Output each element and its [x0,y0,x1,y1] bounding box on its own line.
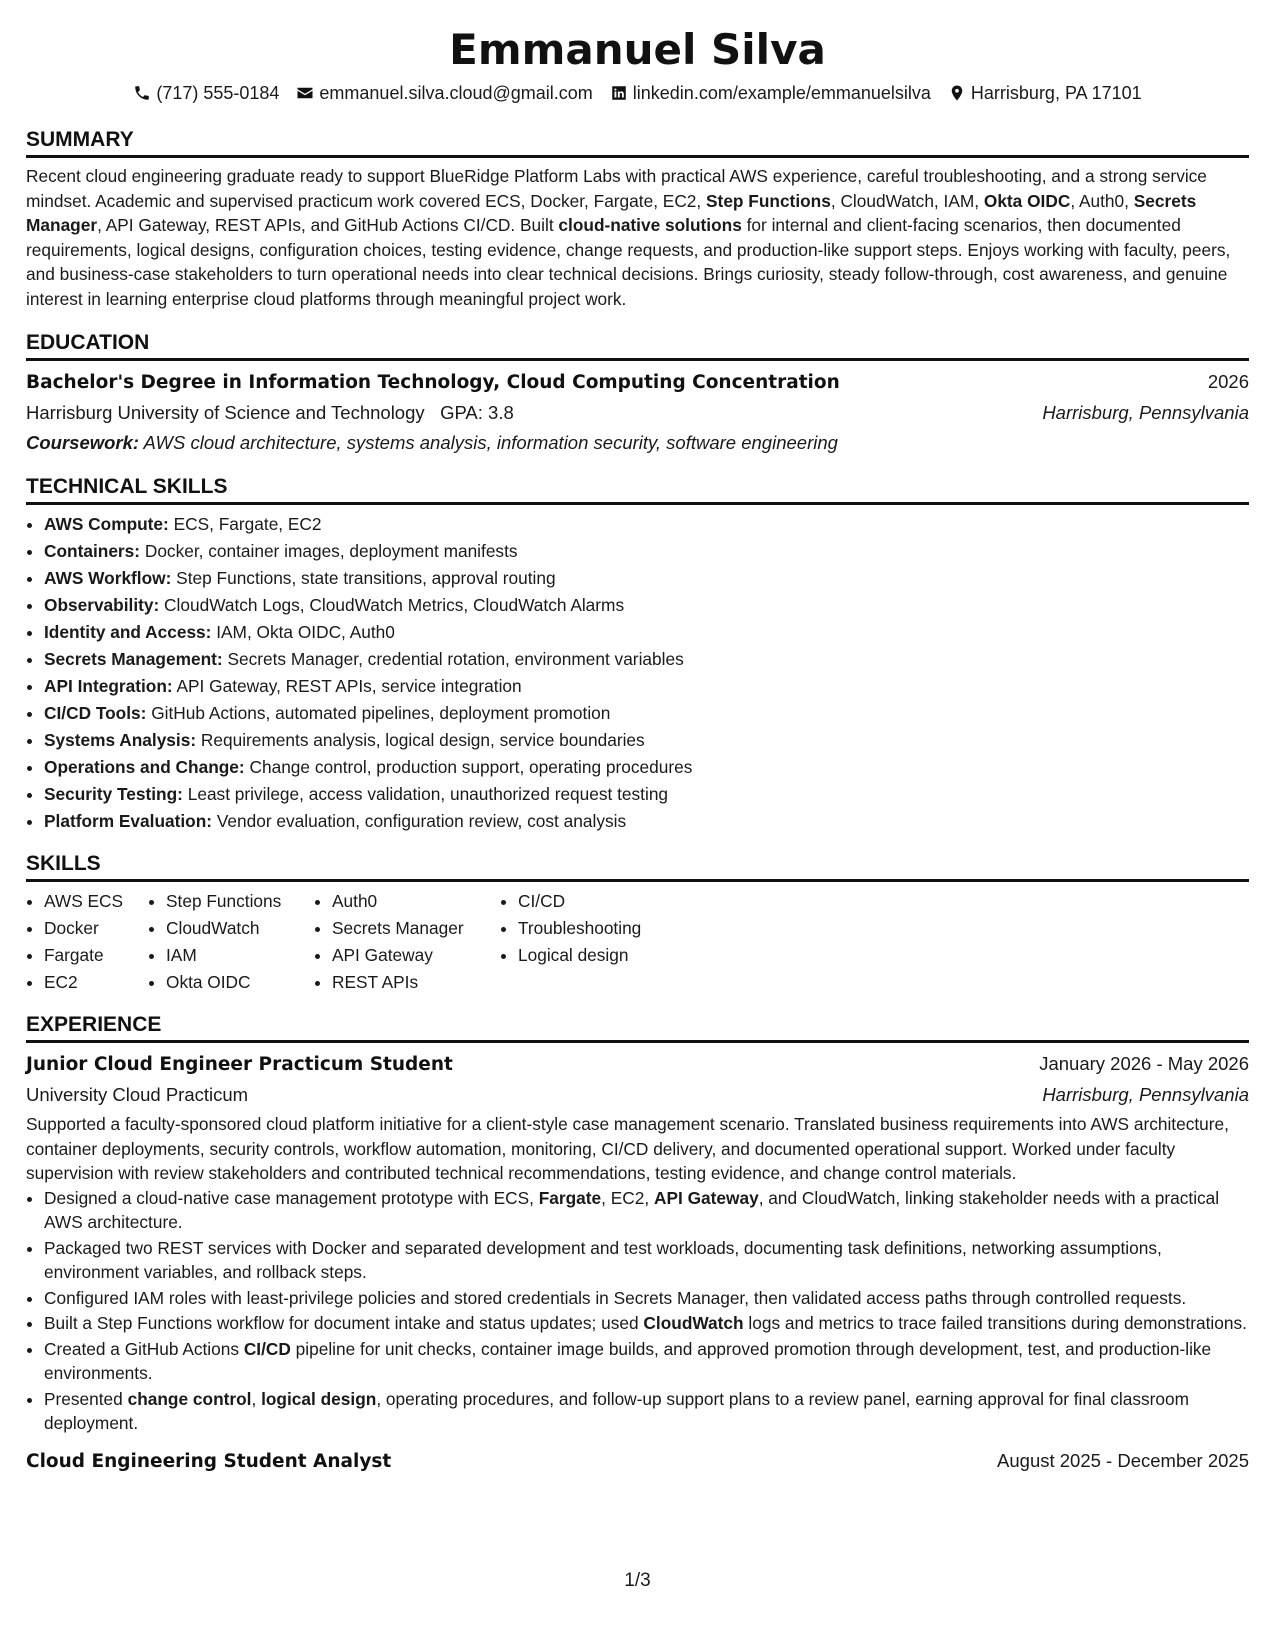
contact-linkedin[interactable] [610,81,931,105]
list-item: • Packaged two REST services with Docker and separated development and test workloads, documenting task definitions, networking assumptions, environment variables, and rollback steps. [44,1236,1249,1285]
envelope-icon [296,84,314,102]
map-pin-icon [948,84,966,102]
skills-column [26,888,148,996]
contact-bar [26,81,1249,105]
location-text: Harrisburg, PA 17101 [970,83,1142,103]
list-item: • CI/CD [518,888,698,915]
graduation-year: 2026 [1207,371,1249,392]
list-item: • EC2 [44,969,148,996]
list-item: • Identity and Access: IAM, Okta OIDC, Auth0 [44,619,1249,646]
list-item: • AWS Workflow: Step Functions, state transitions, approval routing [44,565,1249,592]
technical-skills-list [26,511,1249,835]
job-org: University Cloud Practicum [26,1084,249,1105]
list-item: • Containers: Docker, container images, deployment manifests [44,538,1249,565]
list-item: • Docker [44,915,148,942]
section-title-education: EDUCATION [26,330,1249,361]
contact-phone [133,81,279,105]
job-title: Cloud Engineering Student Analyst [26,1450,392,1472]
job-description: Supported a faculty-sponsored cloud platform initiative for a client-style case management scenario. Translated business requirements into AWS architecture, container deployments, security controls, workflow automation, monitoring, CI/CD delivery, and documented operational support. Worked under faculty supervision with review stakeholders and contributed technical recommendations, testing evidence, and change control materials. [26,1114,1229,1183]
list-item: • Secrets Management: Secrets Manager, credential rotation, environment variables [44,646,1249,673]
job-location: Harrisburg, Pennsylvania [1042,1084,1249,1105]
list-item: • Configured IAM roles with least-privilege policies and stored credentials in Secrets Manager, then validated access paths through controlled requests. [44,1286,1249,1311]
list-item: • Secrets Manager [332,915,500,942]
list-item: • CI/CD Tools: GitHub Actions, automated pipelines, deployment promotion [44,700,1249,727]
contact-email[interactable] [296,81,592,105]
job-org-row [26,1080,1249,1110]
list-item: • Step Functions [166,888,314,915]
degree-title: Bachelor's Degree in Information Technology, Cloud Computing Concentration [26,372,840,393]
list-item: • Created a GitHub Actions CI/CD pipeline for unit checks, container image builds, and approved promotion through development, test, and production-like environments. [44,1337,1249,1386]
list-item: • Fargate [44,942,148,969]
school-location: Harrisburg, Pennsylvania [1042,402,1249,423]
coursework-label: Coursework: [26,432,140,453]
list-item: • REST APIs [332,969,500,996]
summary-section [26,127,1249,311]
email-text: emmanuel.silva.cloud@gmail.com [319,83,593,103]
phone-text: (717) 555-0184 [156,83,280,103]
section-title-summary: SUMMARY [26,127,1249,158]
education-section [26,330,1249,458]
experience-section [26,1012,1249,1477]
job-title: Junior Cloud Engineer Practicum Student [26,1054,453,1075]
linkedin-text: linkedin.com/example/emmanuelsilva [632,83,931,103]
list-item: • Troubleshooting [518,915,698,942]
list-item: • Security Testing: Least privilege, access validation, unauthorized request testing [44,781,1249,808]
list-item: • Platform Evaluation: Vendor evaluation, configuration review, cost analysis [44,808,1249,835]
list-item: • AWS ECS [44,888,148,915]
list-item: • Systems Analysis: Requirements analysis, logical design, service boundaries [44,727,1249,754]
skills-section [26,851,1249,996]
page-number: 1/3 [624,1570,651,1591]
list-item: • CloudWatch [166,915,314,942]
linkedin-icon [610,84,628,102]
job-dates: January 2026 - May 2026 [1039,1053,1249,1074]
phone-icon [133,84,151,102]
job-dates: August 2025 - December 2025 [997,1449,1249,1471]
list-item: • Observability: CloudWatch Logs, CloudWatch Metrics, CloudWatch Alarms [44,592,1249,619]
technical-skills-section [26,474,1249,835]
list-item: • Okta OIDC [166,969,314,996]
list-item: • Operations and Change: Change control, production support, operating procedures [44,754,1249,781]
job-header-row [26,1049,1249,1080]
school-line [26,398,514,428]
section-title-skills: SKILLS [26,851,1249,882]
list-item: • API Integration: API Gateway, REST APIs, service integration [44,673,1249,700]
coursework-line [26,428,1249,458]
list-item: • Logical design [518,942,698,969]
list-item: • Presented change control, logical design, operating procedures, and follow-up support plans to a review panel, earning approval for final classroom deployment. [44,1387,1249,1436]
list-item: • Auth0 [332,888,500,915]
section-title-experience: EXPERIENCE [26,1012,1249,1043]
summary-text: Recent cloud engineering graduate ready to support BlueRidge Platform Labs with practical AWS experience, careful troubleshooting, and a strong service mindset. Academic and supervised practicum work covered ECS, Docker, Fargate, EC2, Step Functions, CloudWatch, IAM, Okta OIDC, Auth0, Secrets Manager, API Gateway, REST APIs, and GitHub Actions CI/CD. Built cloud-native solutions for internal and client-facing scenarios, then documented requirements, logical designs, configuration choices, testing evidence, change requests, and production-like support steps. Enjoys working with faculty, peers, and business-case stakeholders to turn operational needs into clear technical decisions. Brings curiosity, steady follow-through, cost awareness, and genuine interest in learning enterprise cloud platforms through meaningful project work. [26,166,1231,309]
skills-column [148,888,314,996]
contact-location [948,81,1142,105]
gpa: GPA: 3.8 [440,402,514,423]
job-bullets [26,1186,1249,1436]
school-name: Harrisburg University of Science and Technology [26,402,425,423]
list-item: • AWS Compute: ECS, Fargate, EC2 [44,511,1249,538]
job-header-row [26,1446,1249,1477]
list-item: • Designed a cloud-native case management prototype with ECS, Fargate, EC2, API Gateway, and CloudWatch, linking stakeholder needs with a practical AWS architecture. [44,1186,1249,1235]
list-item: • Built a Step Functions workflow for document intake and status updates; used CloudWatch logs and metrics to trace failed transitions during demonstrations. [44,1311,1249,1336]
education-school-row [26,398,1249,428]
skills-column [500,888,698,996]
list-item: • IAM [166,942,314,969]
coursework-text: AWS cloud architecture, systems analysis, information security, software engineering [139,432,838,453]
skills-column [314,888,500,996]
resume-page [26,0,1249,1477]
candidate-name: Emmanuel Silva [449,25,826,74]
section-title-technical-skills: TECHNICAL SKILLS [26,474,1249,505]
skills-columns [26,888,1249,996]
education-header-row [26,367,1249,398]
list-item: • API Gateway [332,942,500,969]
